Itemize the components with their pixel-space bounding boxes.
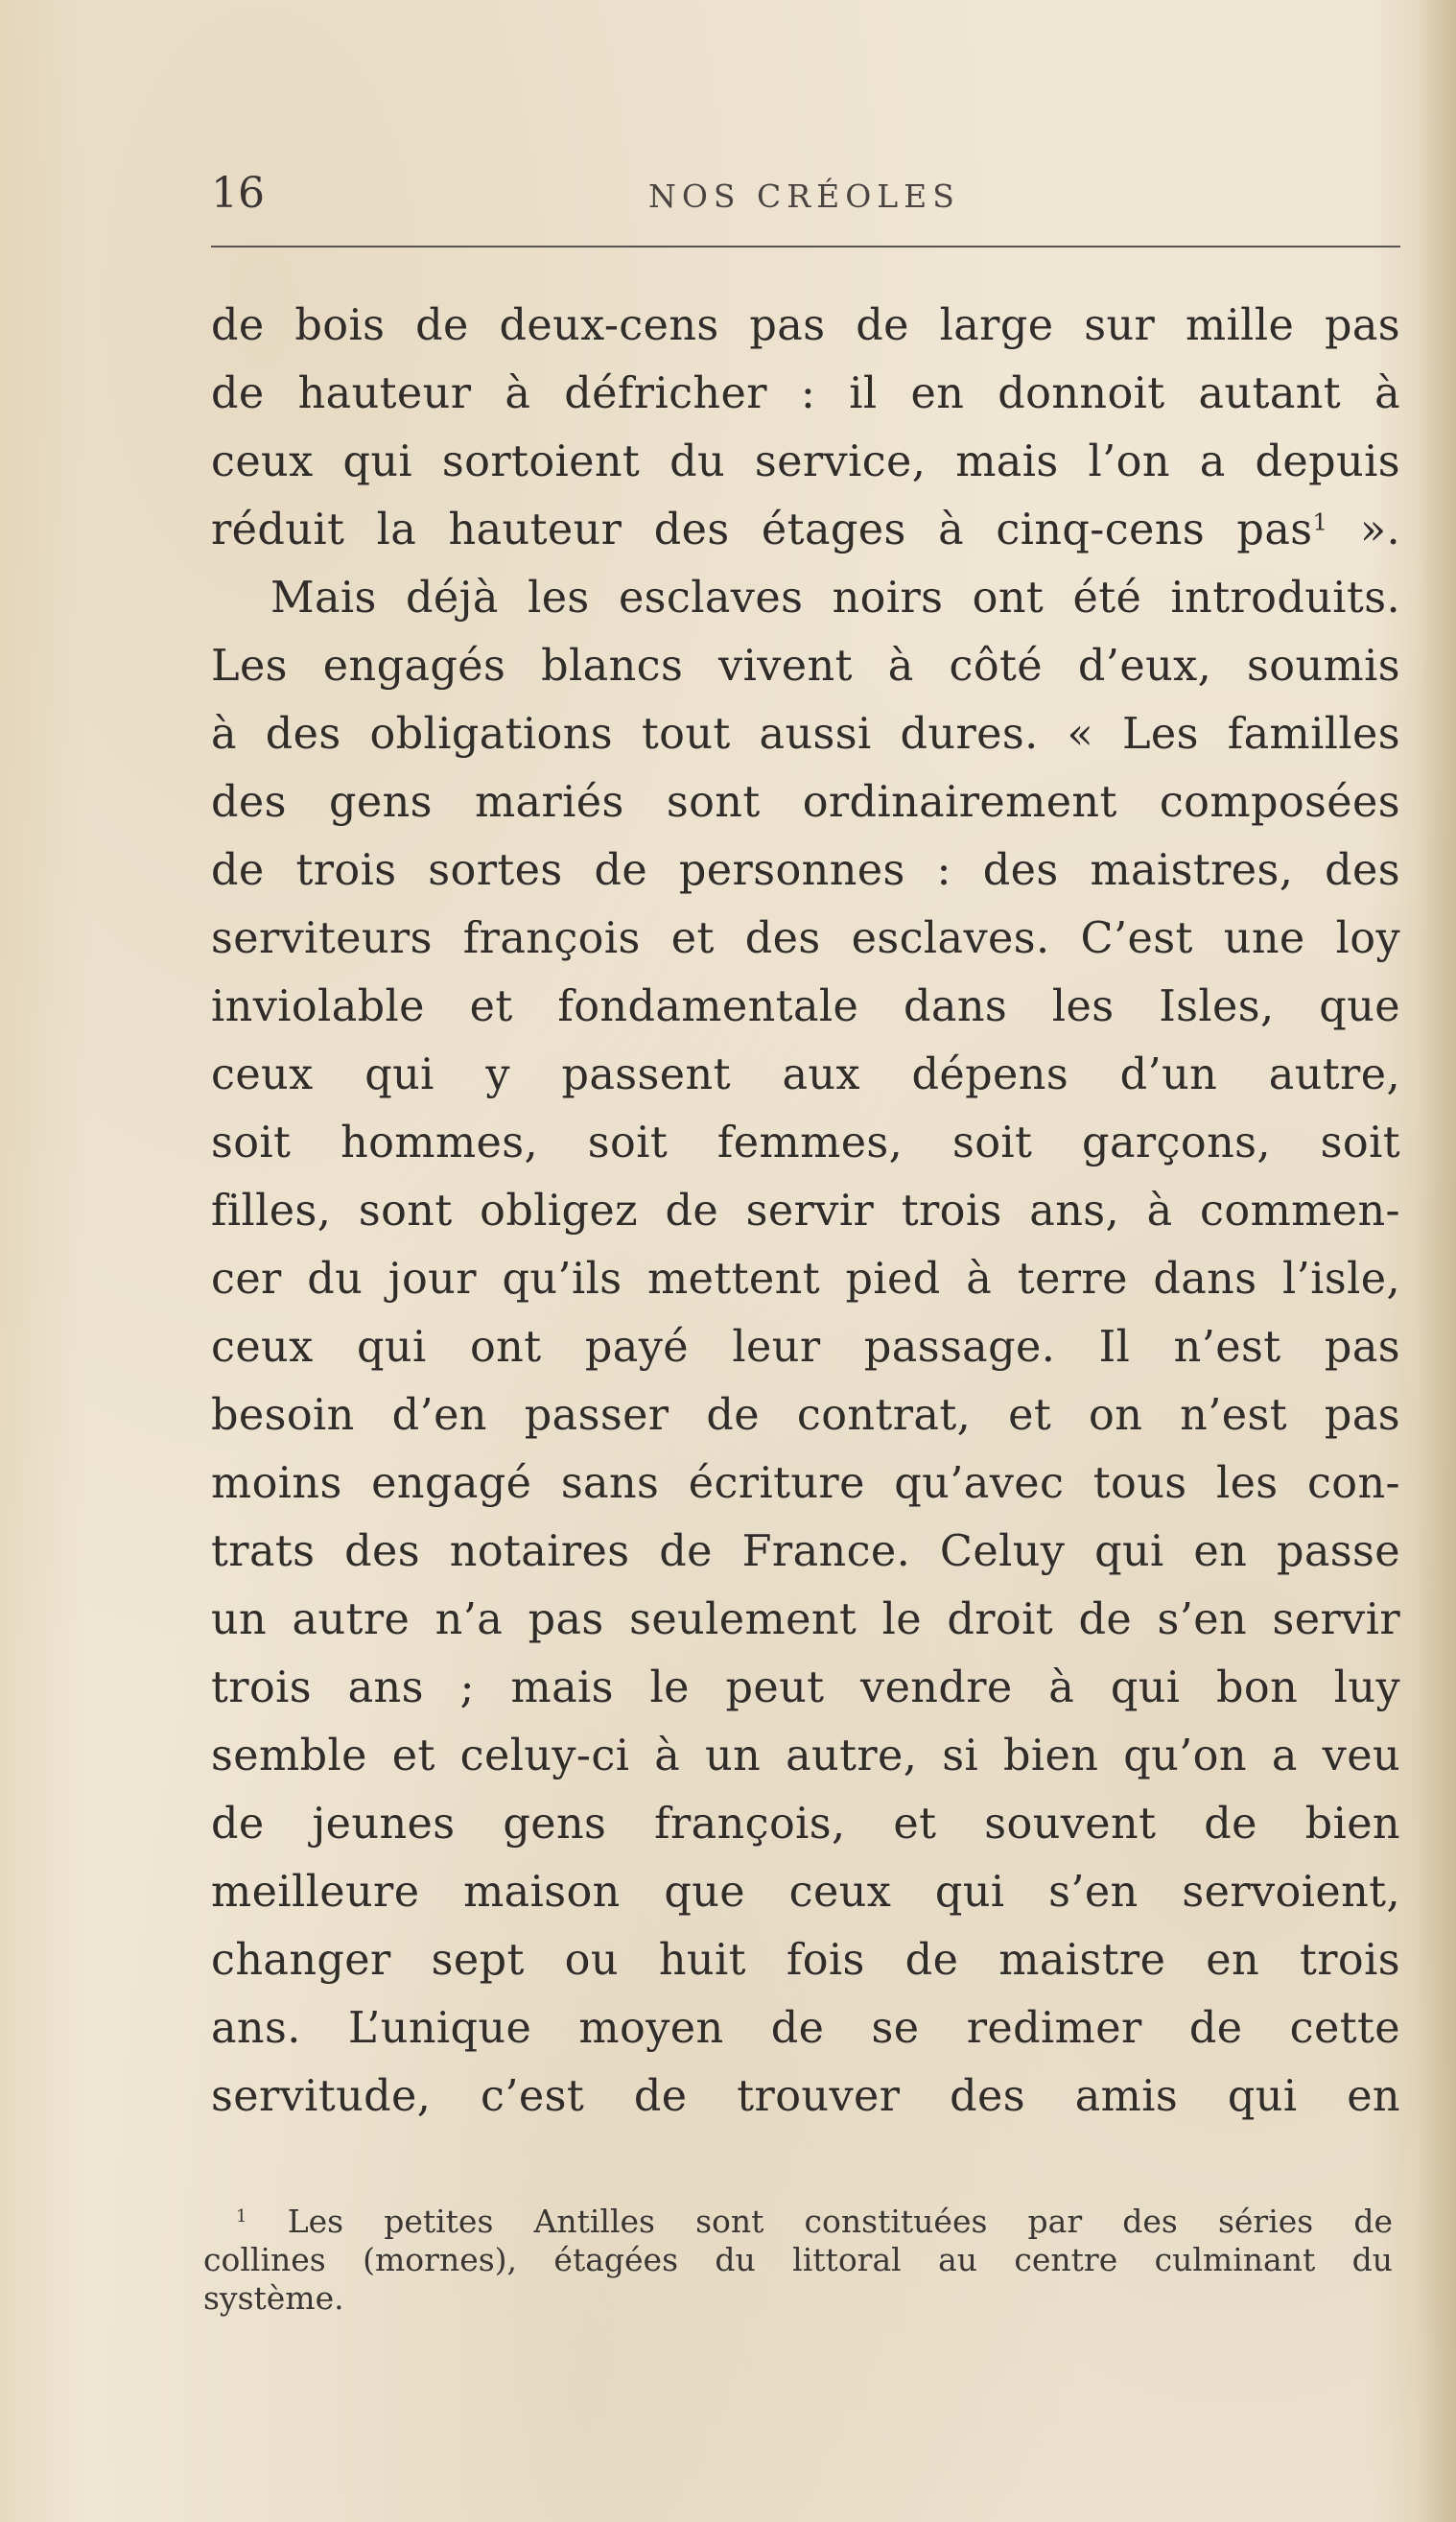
text-line: de hauteur à défricher : il en donnoit autant à: [211, 369, 1400, 418]
page-number: 16: [211, 169, 265, 218]
text-line-with-note: [211, 496, 1400, 564]
footnote: [203, 2203, 1393, 2318]
page-edge-shadow: [1418, 0, 1456, 2522]
text-line: changer sept ou huit fois de maistre en trois: [211, 1936, 1400, 1985]
text-line: de trois sortes de personnes : des maistres, des: [211, 846, 1400, 895]
quote-close: ».: [1327, 506, 1400, 554]
text-line: serviteurs françois et des esclaves. C’est une loy: [211, 914, 1400, 963]
footnote-marker: 1: [236, 2206, 247, 2227]
text-line: semble et celuy-ci à un autre, si bien qu’on a veu: [211, 1732, 1400, 1780]
paragraph-start-line: Mais déjà les esclaves noirs ont été introduits.: [270, 574, 1400, 623]
text-line: ceux qui ont payé leur passage. Il n’est pas: [211, 1323, 1400, 1372]
running-title: NOS CRÉOLES: [648, 177, 960, 215]
footnote-text: Les petites Antilles sont constituées par des séries de: [287, 2203, 1394, 2240]
text-line: besoin d’en passer de contrat, et on n’est pas: [211, 1391, 1400, 1440]
footnote-reference: 1: [1312, 507, 1328, 536]
running-head: [211, 165, 1400, 223]
text-line: des gens mariés sont ordinairement composées: [211, 778, 1400, 827]
text-line: à des obligations tout aussi dures. « Les familles: [211, 710, 1400, 759]
text-line: servitude, c’est de trouver des amis qui en: [211, 2072, 1400, 2121]
text-line: ceux qui y passent aux dépens d’un autre,: [211, 1050, 1400, 1099]
footnote-line: [203, 2203, 1393, 2241]
footnote-line: système.: [203, 2279, 344, 2317]
text-line: moins engagé sans écriture qu’avec tous les con-: [211, 1459, 1400, 1508]
text-line: soit hommes, soit femmes, soit garçons, soit: [211, 1119, 1400, 1167]
text-line: un autre n’a pas seulement le droit de s’en servir: [211, 1595, 1400, 1644]
text-line-content: réduit la hauteur des étages à cinq-cens pas: [211, 506, 1313, 554]
text-line: de jeunes gens françois, et souvent de bien: [211, 1800, 1400, 1849]
text-line: trats des notaires de France. Celuy qui en passe: [211, 1527, 1400, 1576]
text-line: cer du jour qu’ils mettent pied à terre dans l’isle,: [211, 1255, 1400, 1304]
text-line: filles, sont obligez de servir trois ans, à commen-: [211, 1187, 1400, 1236]
header-rule: [211, 246, 1400, 247]
text-line: de bois de deux-cens pas de large sur mille pas: [211, 301, 1400, 350]
text-line: ans. L’unique moyen de se redimer de cette: [211, 2004, 1400, 2053]
body-text: [211, 292, 1400, 2131]
footnote-line: collines (mornes), étagées du littoral au centre culminant du: [203, 2241, 1393, 2278]
text-line: trois ans ; mais le peut vendre à qui bon luy: [211, 1663, 1400, 1712]
text-line: inviolable et fondamentale dans les Isles, que: [211, 982, 1400, 1031]
text-line: meilleure maison que ceux qui s’en servoient,: [211, 1868, 1400, 1917]
text-line: Les engagés blancs vivent à côté d’eux, soumis: [211, 642, 1400, 691]
text-line: ceux qui sortoient du service, mais l’on a depuis: [211, 437, 1400, 486]
